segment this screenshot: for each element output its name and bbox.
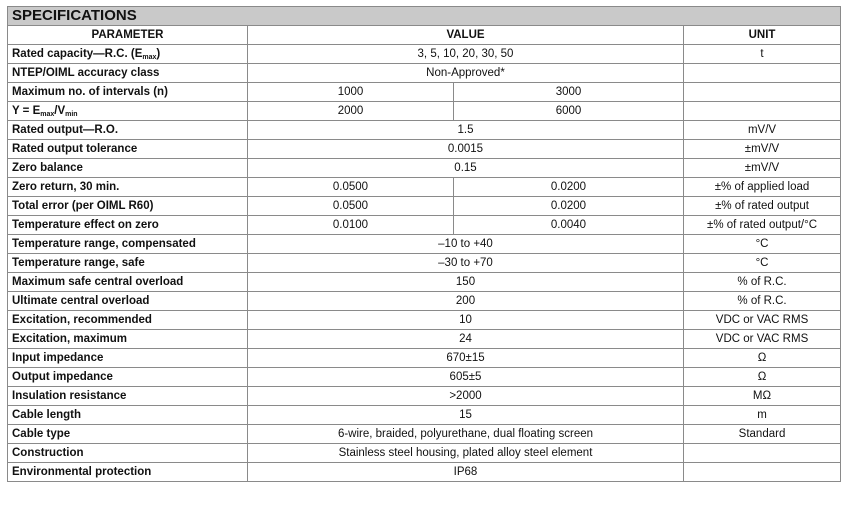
table-row: [8, 273, 841, 292]
table-row: [8, 159, 841, 178]
parameter-cell: Cable type: [8, 425, 248, 444]
table-row: [8, 444, 841, 463]
unit-cell: ±mV/V: [684, 159, 841, 178]
parameter-cell: NTEP/OIML accuracy class: [8, 64, 248, 83]
value-cell: 10: [248, 311, 684, 330]
table-row: [8, 102, 841, 121]
value-cell-left: 2000: [248, 102, 454, 121]
unit-cell: t: [684, 45, 841, 64]
table-row: [8, 83, 841, 102]
value-cell: 1.5: [248, 121, 684, 140]
value-cell: 6-wire, braided, polyurethane, dual floating screen: [248, 425, 684, 444]
parameter-cell: Zero return, 30 min.: [8, 178, 248, 197]
value-cell: 200: [248, 292, 684, 311]
unit-cell: m: [684, 406, 841, 425]
unit-cell: [684, 83, 841, 102]
table-row: [8, 45, 841, 64]
value-cell: 670±15: [248, 349, 684, 368]
unit-cell: ±% of rated output/°C: [684, 216, 841, 235]
table-row: [8, 387, 841, 406]
parameter-cell: Ultimate central overload: [8, 292, 248, 311]
value-cell: 24: [248, 330, 684, 349]
table-row: [8, 121, 841, 140]
parameter-cell: Temperature range, safe: [8, 254, 248, 273]
value-cell-left: 0.0100: [248, 216, 454, 235]
table-row: [8, 235, 841, 254]
unit-cell: ±% of applied load: [684, 178, 841, 197]
table-row: [8, 463, 841, 482]
value-cell: IP68: [248, 463, 684, 482]
table-row: [8, 330, 841, 349]
unit-cell: °C: [684, 254, 841, 273]
parameter-cell: Temperature range, compensated: [8, 235, 248, 254]
value-cell: >2000: [248, 387, 684, 406]
table-title-row: [8, 7, 841, 26]
value-cell: Stainless steel housing, plated alloy steel element: [248, 444, 684, 463]
value-cell-left: 0.0500: [248, 197, 454, 216]
parameter-cell: Insulation resistance: [8, 387, 248, 406]
parameter-cell: Input impedance: [8, 349, 248, 368]
parameter-cell: $Y = E_{max}/V_{min}$: [8, 102, 248, 121]
parameter-cell: Construction: [8, 444, 248, 463]
unit-cell: VDC or VAC RMS: [684, 311, 841, 330]
column-header-row: [8, 26, 841, 45]
parameter-cell: Excitation, recommended: [8, 311, 248, 330]
value-cell-left: 0.0500: [248, 178, 454, 197]
table-row: [8, 140, 841, 159]
unit-cell: Ω: [684, 368, 841, 387]
unit-cell: % of R.C.: [684, 292, 841, 311]
value-cell: 605±5: [248, 368, 684, 387]
parameter-cell: Excitation, maximum: [8, 330, 248, 349]
unit-cell: [684, 463, 841, 482]
parameter-cell: Rated capacity—R.C. $(E_{max})$: [8, 45, 248, 64]
parameter-cell: Cable length: [8, 406, 248, 425]
value-cell: 15: [248, 406, 684, 425]
table-row: [8, 349, 841, 368]
table-row: [8, 311, 841, 330]
table-row: [8, 292, 841, 311]
table-row: [8, 425, 841, 444]
unit-cell: [684, 102, 841, 121]
parameter-cell: Zero balance: [8, 159, 248, 178]
unit-cell: mV/V: [684, 121, 841, 140]
unit-cell: VDC or VAC RMS: [684, 330, 841, 349]
value-cell-right: 3000: [454, 83, 684, 102]
parameter-cell: Maximum safe central overload: [8, 273, 248, 292]
unit-cell: ±mV/V: [684, 140, 841, 159]
table-row: [8, 64, 841, 83]
value-cell: –10 to +40: [248, 235, 684, 254]
unit-cell: Ω: [684, 349, 841, 368]
unit-cell: Standard: [684, 425, 841, 444]
value-cell: 0.15: [248, 159, 684, 178]
table-row: [8, 254, 841, 273]
parameter-cell: Rated output—R.O.: [8, 121, 248, 140]
unit-cell: [684, 64, 841, 83]
table-title: SPECIFICATIONS: [8, 7, 841, 26]
parameter-cell: Maximum no. of intervals (n): [8, 83, 248, 102]
value-cell-right: 0.0040: [454, 216, 684, 235]
unit-cell: [684, 444, 841, 463]
value-cell: 0.0015: [248, 140, 684, 159]
value-cell-right: 0.0200: [454, 178, 684, 197]
unit-cell: ±% of rated output: [684, 197, 841, 216]
value-cell-right: 0.0200: [454, 197, 684, 216]
header-unit: UNIT: [684, 26, 841, 45]
table-row: [8, 216, 841, 235]
parameter-cell: Total error (per OIML R60): [8, 197, 248, 216]
table-row: [8, 197, 841, 216]
value-cell: –30 to +70: [248, 254, 684, 273]
header-value: VALUE: [248, 26, 684, 45]
parameter-cell: Temperature effect on zero: [8, 216, 248, 235]
value-cell: Non-Approved*: [248, 64, 684, 83]
unit-cell: °C: [684, 235, 841, 254]
parameter-cell: Environmental protection: [8, 463, 248, 482]
table-row: [8, 406, 841, 425]
parameter-cell: Output impedance: [8, 368, 248, 387]
value-cell-right: 6000: [454, 102, 684, 121]
value-cell: 3, 5, 10, 20, 30, 50: [248, 45, 684, 64]
unit-cell: % of R.C.: [684, 273, 841, 292]
header-parameter: PARAMETER: [8, 26, 248, 45]
table-row: [8, 368, 841, 387]
table-body: [8, 45, 841, 482]
value-cell: 150: [248, 273, 684, 292]
specifications-table: [7, 6, 841, 482]
unit-cell: MΩ: [684, 387, 841, 406]
value-cell-left: 1000: [248, 83, 454, 102]
table-row: [8, 178, 841, 197]
parameter-cell: Rated output tolerance: [8, 140, 248, 159]
